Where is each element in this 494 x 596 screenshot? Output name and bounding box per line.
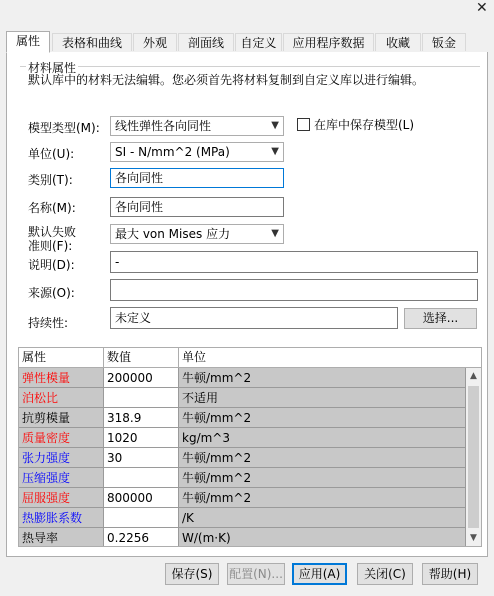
tab-favorites[interactable]: 收藏	[375, 33, 421, 51]
property-table	[18, 347, 482, 547]
property-unit-cell: 牛顿/mm^2	[179, 408, 466, 428]
property-value-cell[interactable]	[104, 388, 179, 408]
units-label: 单位(U):	[28, 147, 75, 161]
failure-criterion-label-line2: 准则(F):	[28, 239, 73, 253]
property-value-cell[interactable]	[104, 468, 179, 488]
property-unit-cell: 牛顿/mm^2	[179, 488, 466, 508]
source-label: 来源(O):	[28, 286, 75, 300]
property-value-cell[interactable]	[104, 508, 179, 528]
units-value: SI - N/mm^2 (MPa)	[115, 145, 230, 159]
tab-appearance[interactable]: 外观	[133, 33, 177, 51]
property-unit-cell: kg/m^3	[179, 428, 466, 448]
help-button[interactable]: 帮助(H)	[422, 563, 478, 585]
scroll-down-arrow-icon[interactable]: ▼	[470, 533, 477, 543]
property-value-cell[interactable]: 0.2256	[104, 528, 179, 547]
property-name-cell: 质量密度	[19, 428, 104, 448]
table-row[interactable]	[19, 468, 466, 488]
model-type-label: 模型类型(M):	[28, 121, 100, 135]
close-button[interactable]: 关闭(C)	[357, 563, 413, 585]
property-name-cell: 热膨胀系数	[19, 508, 104, 528]
property-name-cell: 压缩强度	[19, 468, 104, 488]
model-type-select[interactable]	[110, 116, 284, 136]
table-scrollbar[interactable]	[466, 368, 481, 546]
property-unit-cell: /K	[179, 508, 466, 528]
property-name-cell: 热导率	[19, 528, 104, 547]
tab-tables-curves[interactable]: 表格和曲线	[52, 33, 132, 51]
table-row[interactable]	[19, 448, 466, 468]
property-name-cell: 屈服强度	[19, 488, 104, 508]
close-icon[interactable]: ✕	[476, 0, 488, 16]
select-button[interactable]: 选择...	[404, 308, 477, 329]
name-input[interactable]: 各向同性	[110, 197, 284, 217]
sustainability-input[interactable]: 未定义	[110, 307, 398, 329]
column-header-unit: 单位	[182, 350, 207, 364]
source-input[interactable]	[110, 279, 478, 301]
name-label: 名称(M):	[28, 201, 76, 215]
scroll-up-arrow-icon[interactable]: ▲	[470, 371, 477, 381]
property-value-cell[interactable]: 318.9	[104, 408, 179, 428]
description-label: 说明(D):	[28, 258, 75, 272]
tab-custom[interactable]: 自定义	[235, 33, 282, 51]
description-input[interactable]: -	[110, 251, 478, 273]
table-row[interactable]	[19, 388, 466, 408]
table-row[interactable]	[19, 368, 466, 388]
table-row[interactable]	[19, 428, 466, 448]
category-input[interactable]: 各向同性	[110, 168, 284, 188]
table-row[interactable]	[19, 508, 466, 528]
scrollbar-thumb[interactable]	[468, 386, 479, 528]
property-unit-cell: 牛顿/mm^2	[179, 468, 466, 488]
sustainability-label: 持续性:	[28, 316, 69, 330]
property-name-cell: 泊松比	[19, 388, 104, 408]
tab-sheet-metal[interactable]: 钣金	[422, 33, 466, 51]
property-value-cell[interactable]: 30	[104, 448, 179, 468]
property-value-cell[interactable]: 200000	[104, 368, 179, 388]
tab-application-data[interactable]: 应用程序数据	[283, 33, 374, 51]
failure-criterion-value: 最大 von Mises 应力	[115, 227, 231, 241]
failure-criterion-select[interactable]	[110, 224, 284, 244]
category-label: 类别(T):	[28, 173, 73, 187]
property-name-cell: 抗剪模量	[19, 408, 104, 428]
property-unit-cell: 不适用	[179, 388, 466, 408]
column-header-property: 属性	[19, 348, 104, 367]
property-unit-cell: 牛顿/mm^2	[179, 368, 466, 388]
property-name-cell: 弹性模量	[19, 368, 104, 388]
tab-properties[interactable]: 属性	[6, 31, 50, 53]
save-model-label: 在库中保存模型(L)	[314, 118, 415, 132]
property-value-cell[interactable]: 800000	[104, 488, 179, 508]
chevron-down-icon: ▼	[271, 146, 279, 157]
save-button[interactable]: 保存(S)	[165, 563, 219, 585]
library-note: 默认库中的材料无法编辑。您必须首先将材料复制到自定义库以进行编辑。	[28, 73, 425, 87]
table-row[interactable]	[19, 488, 466, 508]
chevron-down-icon: ▼	[271, 228, 279, 239]
tab-crosshatch[interactable]: 剖面线	[178, 33, 234, 51]
property-unit-cell: 牛顿/mm^2	[179, 448, 466, 468]
property-value-cell[interactable]: 1020	[104, 428, 179, 448]
config-button: 配置(N)...	[227, 563, 285, 585]
model-type-value: 线性弹性各向同性	[115, 119, 212, 133]
failure-criterion-label-line1: 默认失败	[28, 225, 77, 239]
property-name-cell: 张力强度	[19, 448, 104, 468]
save-model-checkbox[interactable]	[297, 118, 310, 131]
group-title: 材料属性	[28, 61, 77, 75]
chevron-down-icon: ▼	[271, 120, 279, 131]
column-header-value: 数值	[104, 348, 179, 367]
table-header	[19, 348, 481, 368]
property-unit-cell: W/(m·K)	[179, 528, 466, 547]
table-row[interactable]	[19, 528, 466, 547]
tab-bar	[6, 32, 488, 53]
apply-button[interactable]: 应用(A)	[292, 563, 347, 585]
group-border	[20, 66, 480, 67]
table-row[interactable]	[19, 408, 466, 428]
units-select[interactable]	[110, 142, 284, 162]
